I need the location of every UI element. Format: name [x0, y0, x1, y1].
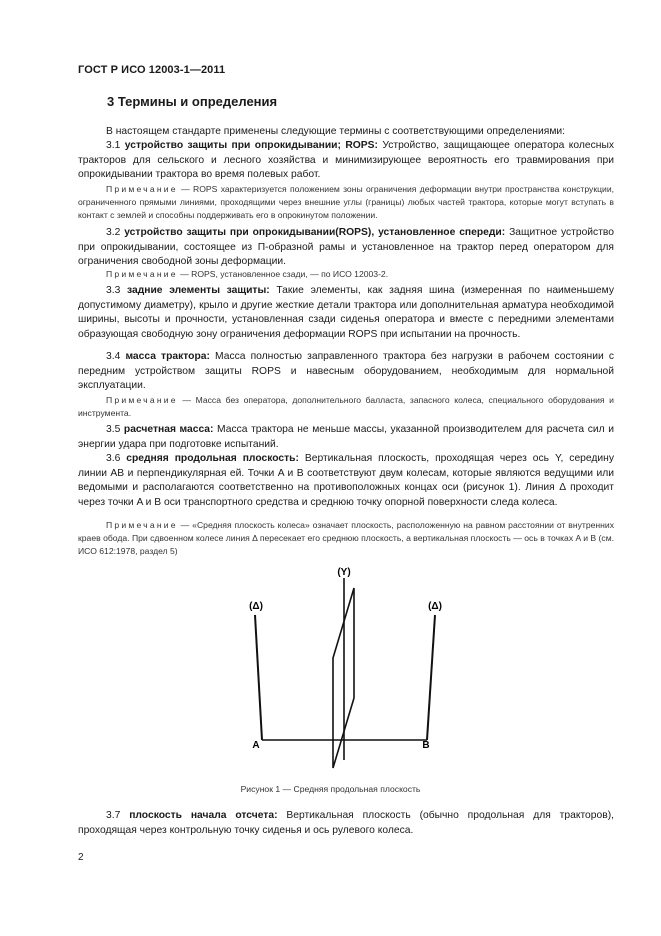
- term-name: расчетная масса:: [123, 424, 214, 435]
- note-3-4: [78, 394, 614, 420]
- label-a: A: [252, 740, 260, 751]
- term-number: 3.3: [106, 285, 121, 296]
- term-definition: Вертикальная плоскость (обычно продольная для тракторов), проходящая через контрольную точку сиденья и ось рулевого колеса.: [78, 810, 614, 836]
- note-label: Примечание: [106, 520, 178, 530]
- term-name: масса трактора:: [125, 351, 210, 362]
- label-delta-left: (Δ): [249, 601, 263, 612]
- term-name: задние элементы защиты:: [127, 285, 270, 296]
- term-3-1: [78, 139, 614, 183]
- term-3-3: [78, 284, 614, 342]
- figure-caption: Рисунок 1 — Средняя продольная плоскость: [240, 784, 421, 794]
- term-3-5: [78, 423, 614, 452]
- term-3-6: [78, 452, 614, 510]
- document-header: ГОСТ Р ИСО 12003-1—2011: [78, 64, 226, 76]
- note-text: — Масса без оператора, дополнительного балласта, запасного колеса, специального оборудования и инструмента.: [78, 395, 614, 418]
- delta-line-right: [427, 615, 435, 740]
- term-definition: Вертикальная плоскость, проходящая через ось Y, середину линии AB и перпендикулярная ей. Точки A и B соответствуют двум колесам, которые являются ведущими или ведомыми и располагаются соответственно на противоположных концах оси (рисунок 1). Линия Δ проходит через точки A и B оси транспортного средства и среднюю точку опорной поверхности следа колеса.: [78, 453, 614, 508]
- term-number: 3.2: [106, 227, 121, 238]
- note-3-6: [78, 519, 614, 557]
- label-delta-right: (Δ): [428, 601, 442, 612]
- term-3-4: [78, 350, 614, 394]
- term-definition: Устройство, защищающее оператора колесных тракторов для сельского и лесного хозяйства и минимизирующее вероятность его травмирования при опрокидывании трактора во время полевых работ.: [78, 140, 614, 181]
- term-definition: Масса трактора не меньше массы, указанной производителем для расчета сил и энергии удара при подготовке испытаний.: [78, 424, 614, 450]
- term-number: 3.1: [106, 140, 121, 151]
- label-b: B: [422, 740, 430, 751]
- term-3-2: [78, 226, 614, 270]
- note-label: Примечание: [106, 269, 178, 279]
- label-y: (Y): [337, 567, 351, 578]
- figure-median-plane: [230, 560, 460, 775]
- note-text: — ROPS характеризуется положением зоны ограничения деформации внутри пространства конструкции, ограниченного прямыми линиями, проходящими через внешние углы (границы) любых частей трактора, которые могут вступать в контакт с землей и способны поддерживать его в опрокинутом положении.: [78, 184, 615, 220]
- term-name: плоскость начала отсчета:: [129, 810, 278, 821]
- page-number: 2: [78, 852, 84, 863]
- note-text: — ROPS, установленное сзади, — по ИСО 12003-2.: [180, 269, 389, 279]
- note-label: Примечание: [106, 395, 178, 405]
- term-name: средняя продольная плоскость:: [126, 453, 299, 464]
- term-number: 3.5: [106, 424, 121, 435]
- term-name: устройство защиты при опрокидывании(ROPS), установленное спереди:: [124, 227, 506, 238]
- note-3-1: [78, 183, 614, 221]
- note-label: Примечание: [106, 184, 178, 194]
- term-3-7: [78, 809, 614, 838]
- term-name: устройство защиты при опрокидывании; ROPS:: [124, 140, 378, 151]
- note-3-2: [78, 268, 614, 281]
- term-definition: Такие элементы, как задняя шина (измеренная по наименьшему допустимому диаметру), крыло и другие жесткие детали трактора или дополнительная арматура необходимой ширины, высоты и прочности, установленная сзади сиденья оператора и вместе с передними элементами образующая свободную зону ограничения деформации ROPS при испытании на прочность.: [78, 285, 614, 340]
- intro-text: В настоящем стандарте применены следующие термины с соответствующими определениями:: [106, 126, 566, 137]
- delta-line-left: [255, 615, 262, 740]
- term-number: 3.4: [106, 351, 121, 362]
- term-number: 3.7: [106, 810, 121, 821]
- section-title: 3 Термины и определения: [107, 94, 278, 109]
- intro-paragraph: [78, 125, 614, 140]
- term-number: 3.6: [106, 453, 121, 464]
- term-definition: Защитное устройство при опрокидывании, состоящее из П-образной рамы и установленное на трактор перед оператором для ограничения свободной зоны деформации.: [78, 227, 615, 268]
- note-text: — «Средняя плоскость колеса» означает плоскость, расположенную на равном расстоянии от внутренних краев обода. При сдвоенном колесе линия Δ пересекает его среднюю плоскость, а вертикальная плоскость — ось в точках A и B (см. ИСО 612:1978, раздел 5): [78, 520, 615, 556]
- term-definition: Масса полностью заправленного трактора без нагрузки в рабочем состоянии с передним устройством защиты ROPS и навесным оборудованием, необходимым для нормальной эксплуатации.: [78, 351, 614, 392]
